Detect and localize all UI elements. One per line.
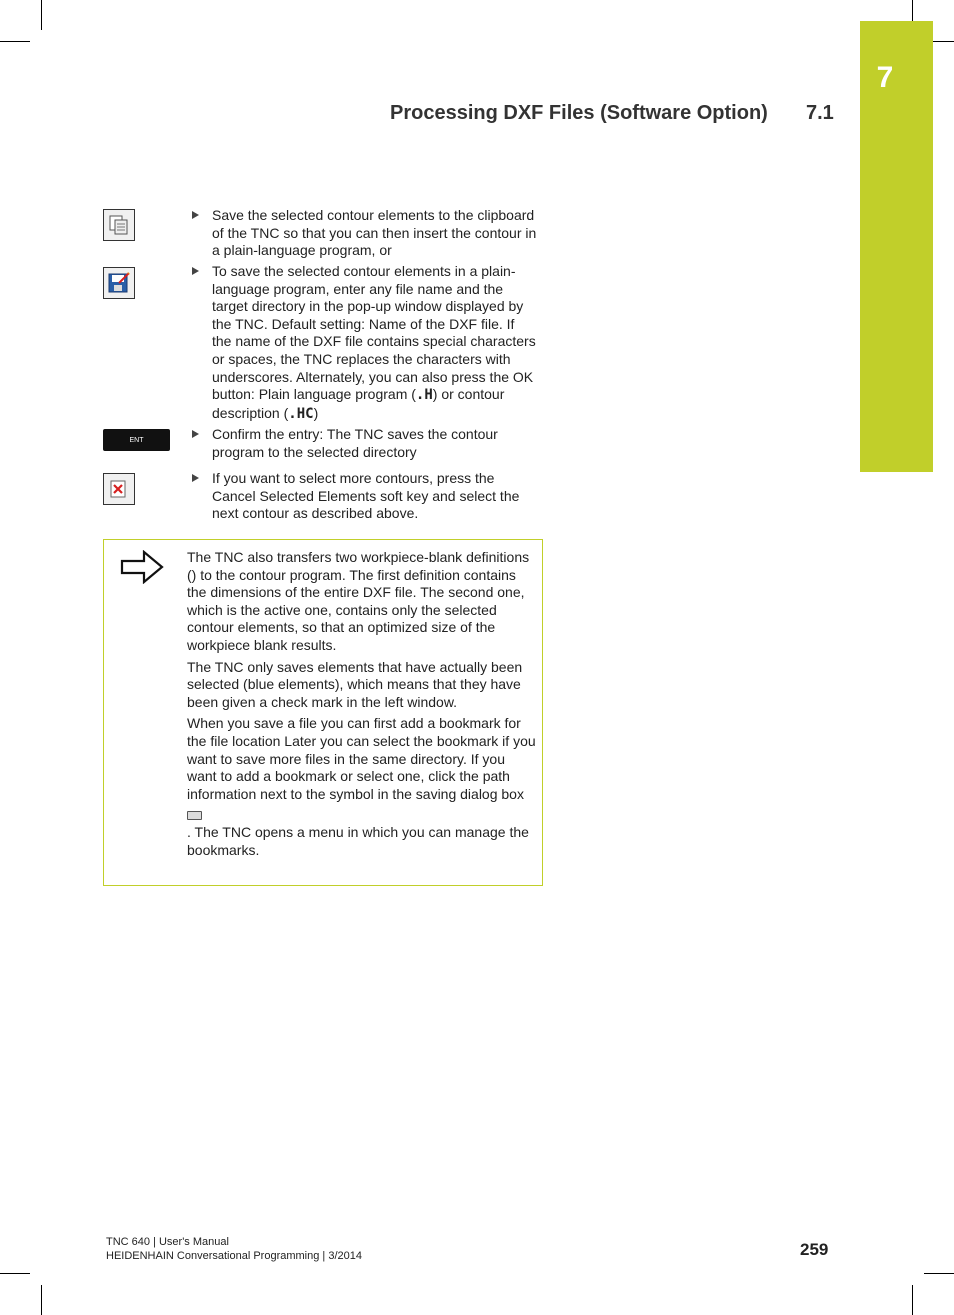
section-number: 7.1 bbox=[806, 102, 834, 124]
note-paragraph: When you save a file you can first add a bookmark for the file location Later you can select the bookmark if you want to save more files in the same directory. If you want to add a bookmark or select one, click the path information next to the symbol in the saving dialog box bbox=[187, 715, 536, 802]
section-title: Processing DXF Files (Software Option) bbox=[390, 102, 768, 124]
footer-line: HEIDENHAIN Conversational Programming | 3/2014 bbox=[106, 1250, 362, 1262]
page-number: 259 bbox=[800, 1240, 829, 1259]
crop-mark bbox=[0, 1273, 30, 1274]
step-save-clipboard bbox=[192, 207, 537, 260]
file-extension: .HC bbox=[288, 405, 314, 422]
arrow-right-icon bbox=[120, 550, 164, 589]
chapter-tab bbox=[860, 21, 933, 472]
step-cancel-selection bbox=[192, 470, 537, 523]
file-extension: .H bbox=[415, 387, 433, 404]
step-text: Save the selected contour elements to the clipboard of the TNC so that you can then insert the contour in a plain-language program, or bbox=[212, 207, 537, 259]
note-paragraph: The TNC only saves elements that have actually been selected (blue elements), which means that they have been given a check mark in the left window. bbox=[187, 658, 523, 710]
step-text: To save the selected contour elements in a plain-language program, enter any file name and the target directory in the pop-up window displayed by the TNC. Default setting: Name of the DXF file. If the name of the DXF file contains special characters or spaces, the TNC replaces the characters with underscores. Alternately, you can also press the OK button: Plain language program (.H) or contour description (.HC) bbox=[212, 263, 536, 422]
crop-mark bbox=[912, 1285, 913, 1315]
note-paragraph: The TNC also transfers two workpiece-blank definitions () to the contour program. The first definition contains the dimensions of the entire DXF file. The second one, which is the active one, contains only the selected contour elements, so that an optimized size of the workpiece blank results. bbox=[187, 549, 530, 653]
bullet-arrow-icon bbox=[192, 267, 199, 275]
bookmark-path-icon bbox=[187, 811, 202, 820]
note-box bbox=[103, 539, 543, 886]
bullet-arrow-icon bbox=[192, 474, 199, 482]
step-text: Confirm the entry: The TNC saves the contour program to the selected directory bbox=[212, 426, 498, 460]
cancel-selection-icon bbox=[103, 473, 135, 505]
crop-mark bbox=[924, 1273, 954, 1274]
footer-line: TNC 640 | User's Manual bbox=[106, 1236, 229, 1248]
footer bbox=[106, 1235, 362, 1263]
ent-key: ENT bbox=[103, 429, 170, 451]
chapter-number: 7 bbox=[876, 61, 894, 94]
clipboard-copy-icon bbox=[103, 209, 135, 241]
save-program-icon bbox=[103, 267, 135, 299]
step-confirm bbox=[192, 426, 537, 461]
note-body bbox=[187, 549, 537, 864]
crop-mark bbox=[41, 0, 42, 30]
crop-mark bbox=[0, 41, 30, 42]
bullet-arrow-icon bbox=[192, 430, 199, 438]
step-save-program bbox=[192, 263, 537, 423]
bullet-arrow-icon bbox=[192, 211, 199, 219]
step-text: If you want to select more contours, press the Cancel Selected Elements soft key and select the next contour as described above. bbox=[212, 470, 520, 522]
note-paragraph: . The TNC opens a menu in which you can manage the bookmarks. bbox=[187, 824, 529, 858]
crop-mark bbox=[41, 1285, 42, 1315]
